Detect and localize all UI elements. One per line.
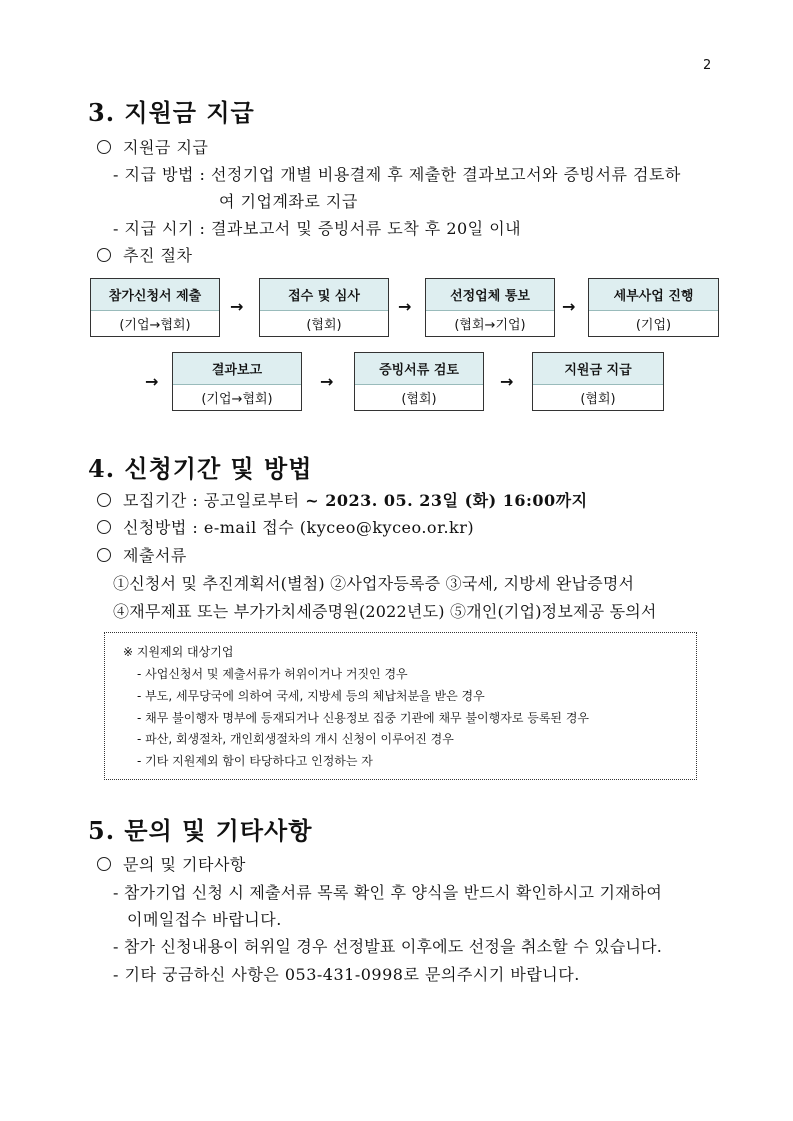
circle-bullet-icon	[97, 493, 111, 507]
payment-timing: - 지급 시기 : 결과보고서 및 증빙서류 도착 후 20일 이내	[113, 219, 522, 238]
flow-step-1	[90, 278, 220, 337]
application-period: 모집기간 : 공고일로부터 ~ 2023. 05. 23일 (화) 16:00까지	[97, 488, 588, 511]
circle-bullet-icon	[97, 248, 111, 262]
arrow-icon: →	[398, 297, 412, 316]
page-number: 2	[703, 58, 712, 73]
exclusion-notice-box	[104, 632, 697, 780]
deadline-value: ~ 2023. 05. 23일 (화) 16:00까지	[305, 491, 588, 510]
flow-step-title: 결과보고	[173, 353, 301, 385]
required-documents-label: 제출서류	[97, 543, 187, 566]
flow-step-4	[588, 278, 719, 337]
flow-step-title: 지원금 지급	[533, 353, 663, 385]
section-3-heading: 3. 지원금 지급	[88, 98, 255, 127]
flow-step-title: 증빙서류 검토	[355, 353, 483, 385]
flow-step-actor: (협회)	[306, 318, 342, 333]
inquiry-item2: - 참가 신청내용이 허위일 경우 선정발표 이후에도 선정을 취소할 수 있습니다.	[113, 937, 663, 956]
flow-step-7	[532, 352, 664, 411]
section-5-heading: 5. 문의 및 기타사항	[88, 816, 313, 845]
flow-step-3	[425, 278, 555, 337]
arrow-icon: →	[500, 372, 514, 391]
notice-item: - 사업신청서 및 제출서류가 허위이거나 거짓인 경우	[137, 667, 408, 681]
inquiry-item3: - 기타 궁금하신 사항은 053-431-0998로 문의주시기 바랍니다.	[113, 965, 580, 984]
arrow-icon: →	[145, 372, 159, 391]
arrow-icon: →	[320, 372, 334, 391]
flow-step-2	[259, 278, 389, 337]
notice-item: - 파산, 회생절차, 개인회생절차의 개시 신청이 이루어진 경우	[137, 732, 454, 746]
circle-bullet-icon	[97, 140, 111, 154]
required-documents-line2: ④재무제표 또는 부가가치세증명원(2022년도) ⑤개인(기업)정보제공 동의서	[113, 602, 657, 621]
flow-step-actor: (협회)	[580, 392, 616, 407]
payment-method-line1: - 지급 방법 : 선정기업 개별 비용결제 후 제출한 결과보고서와 증빙서류 검토하	[113, 165, 681, 184]
notice-item: - 기타 지원제외 함이 타당하다고 인정하는 자	[137, 754, 373, 768]
circle-bullet-icon	[97, 548, 111, 562]
flow-step-title: 접수 및 심사	[260, 279, 388, 311]
flow-step-6	[354, 352, 484, 411]
bullet-inquiries: 문의 및 기타사항	[97, 852, 246, 875]
arrow-icon: →	[562, 297, 576, 316]
flow-step-title: 참가신청서 제출	[91, 279, 219, 311]
notice-item: - 채무 불이행자 명부에 등재되거나 신용정보 집중 기관에 채무 불이행자로 등록된 경우	[137, 711, 590, 725]
inquiry-item1-line2: 이메일접수 바랍니다.	[127, 910, 282, 929]
circle-bullet-icon	[97, 520, 111, 534]
flow-step-actor: (협회)	[401, 392, 437, 407]
flow-step-title: 선정업체 통보	[426, 279, 554, 311]
required-documents-line1: ①신청서 및 추진계획서(별첨) ②사업자등록증 ③국세, 지방세 완납증명서	[113, 574, 635, 593]
flow-step-actor: (기업)	[635, 318, 672, 333]
application-method: 신청방법 : e-mail 접수 (kyceo@kyceo.or.kr)	[97, 515, 474, 538]
bullet-support-payment: 지원금 지급	[97, 135, 208, 158]
circle-bullet-icon	[97, 857, 111, 871]
notice-title: ※ 지원제외 대상기업	[123, 645, 234, 659]
flow-step-actor: (기업→협회)	[201, 392, 273, 407]
flow-step-actor: (협회→기업)	[454, 318, 526, 333]
inquiry-item1-line1: - 참가기업 신청 시 제출서류 목록 확인 후 양식을 반드시 확인하시고 기재하여	[113, 883, 663, 902]
flow-step-5	[172, 352, 302, 411]
arrow-icon: →	[230, 297, 244, 316]
section-4-heading: 4. 신청기간 및 방법	[88, 454, 313, 483]
notice-item: - 부도, 세무당국에 의하여 국세, 지방세 등의 체납처분을 받은 경우	[137, 689, 485, 703]
flow-step-actor: (기업→협회)	[119, 318, 191, 333]
bullet-procedure: 추진 절차	[97, 243, 192, 266]
payment-method-line2: 여 기업계좌로 지급	[219, 192, 358, 211]
flow-step-title: 세부사업 진행	[589, 279, 718, 311]
